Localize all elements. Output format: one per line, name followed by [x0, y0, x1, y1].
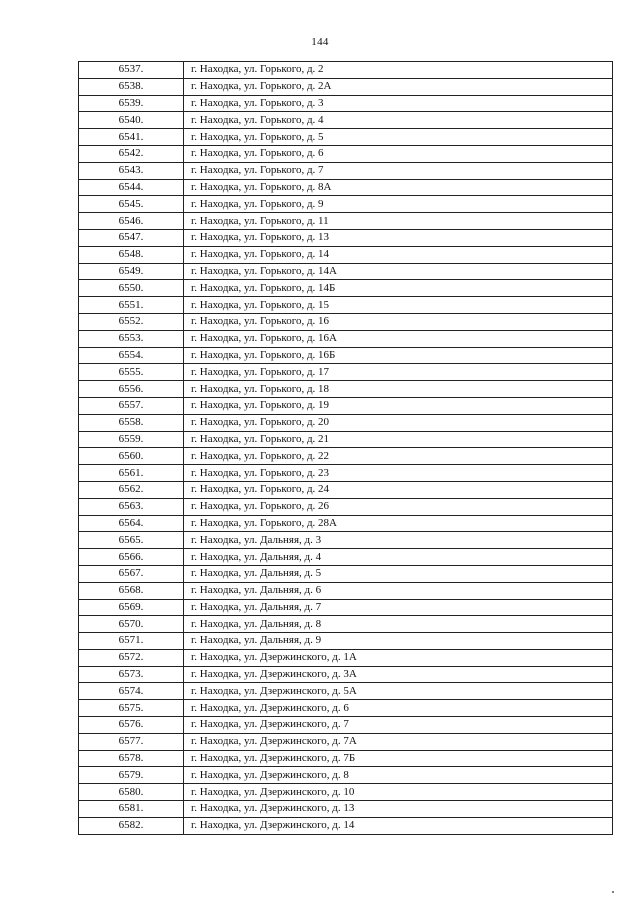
row-address: г. Находка, ул. Горького, д. 24: [184, 481, 613, 498]
address-table: [78, 61, 613, 835]
row-address: г. Находка, ул. Дальняя, д. 6: [184, 582, 613, 599]
row-number: 6559.: [79, 431, 184, 448]
table-row: [79, 448, 613, 465]
row-address: г. Находка, ул. Дальняя, д. 3: [184, 532, 613, 549]
table-row: [79, 246, 613, 263]
row-address: г. Находка, ул. Горького, д. 22: [184, 448, 613, 465]
table-row: [79, 431, 613, 448]
row-number: 6568.: [79, 582, 184, 599]
row-number: 6549.: [79, 263, 184, 280]
row-number: 6570.: [79, 616, 184, 633]
table-row: [79, 381, 613, 398]
row-address: г. Находка, ул. Горького, д. 7: [184, 162, 613, 179]
table-row: [79, 633, 613, 650]
row-address: г. Находка, ул. Горького, д. 14Б: [184, 280, 613, 297]
table-row: [79, 481, 613, 498]
table-row: [79, 733, 613, 750]
table-row: [79, 196, 613, 213]
row-address: г. Находка, ул. Дзержинского, д. 6: [184, 700, 613, 717]
row-address: г. Находка, ул. Горького, д. 15: [184, 297, 613, 314]
row-address: г. Находка, ул. Дальняя, д. 9: [184, 633, 613, 650]
row-address: г. Находка, ул. Горького, д. 8А: [184, 179, 613, 196]
row-address: г. Находка, ул. Горького, д. 3: [184, 95, 613, 112]
row-address: г. Находка, ул. Горького, д. 16А: [184, 330, 613, 347]
row-number: 6571.: [79, 633, 184, 650]
table-row: [79, 666, 613, 683]
table-row: [79, 62, 613, 79]
row-number: 6577.: [79, 733, 184, 750]
row-number: 6575.: [79, 700, 184, 717]
table-row: [79, 817, 613, 834]
table-row: [79, 179, 613, 196]
row-address: г. Находка, ул. Дзержинского, д. 5А: [184, 683, 613, 700]
table-row: [79, 784, 613, 801]
row-address: г. Находка, ул. Горького, д. 23: [184, 465, 613, 482]
table-row: [79, 582, 613, 599]
row-number: 6580.: [79, 784, 184, 801]
table-row: [79, 95, 613, 112]
table-row: [79, 280, 613, 297]
row-address: г. Находка, ул. Горького, д. 18: [184, 381, 613, 398]
row-address: г. Находка, ул. Горького, д. 28А: [184, 515, 613, 532]
row-number: 6541.: [79, 129, 184, 146]
row-address: г. Находка, ул. Дзержинского, д. 1А: [184, 649, 613, 666]
row-address: г. Находка, ул. Горького, д. 11: [184, 213, 613, 230]
row-address: г. Находка, ул. Горького, д. 14: [184, 246, 613, 263]
row-address: г. Находка, ул. Горького, д. 2А: [184, 78, 613, 95]
row-number: 6572.: [79, 649, 184, 666]
table-row: [79, 397, 613, 414]
row-number: 6578.: [79, 750, 184, 767]
table-row: [79, 162, 613, 179]
table-row: [79, 515, 613, 532]
row-address: г. Находка, ул. Горького, д. 16: [184, 313, 613, 330]
table-row: [79, 767, 613, 784]
row-address: г. Находка, ул. Дальняя, д. 7: [184, 599, 613, 616]
row-address: г. Находка, ул. Горького, д. 26: [184, 498, 613, 515]
table-row: [79, 683, 613, 700]
row-number: 6563.: [79, 498, 184, 515]
row-number: 6547.: [79, 229, 184, 246]
table-row: [79, 465, 613, 482]
table-row: [79, 229, 613, 246]
row-address: г. Находка, ул. Дальняя, д. 4: [184, 549, 613, 566]
table-row: [79, 213, 613, 230]
row-number: 6551.: [79, 297, 184, 314]
table-row: [79, 313, 613, 330]
row-number: 6539.: [79, 95, 184, 112]
row-number: 6560.: [79, 448, 184, 465]
row-address: г. Находка, ул. Горького, д. 6: [184, 145, 613, 162]
table-row: [79, 801, 613, 818]
table-row: [79, 717, 613, 734]
address-table-body: [79, 62, 613, 835]
row-number: 6555.: [79, 364, 184, 381]
row-number: 6573.: [79, 666, 184, 683]
row-address: г. Находка, ул. Дзержинского, д. 13: [184, 801, 613, 818]
table-row: [79, 700, 613, 717]
row-address: г. Находка, ул. Дзержинского, д. 7А: [184, 733, 613, 750]
row-address: г. Находка, ул. Дзержинского, д. 14: [184, 817, 613, 834]
table-row: [79, 112, 613, 129]
table-row: [79, 649, 613, 666]
table-row: [79, 145, 613, 162]
scan-speck: [612, 891, 614, 893]
row-address: г. Находка, ул. Горького, д. 20: [184, 414, 613, 431]
row-number: 6542.: [79, 145, 184, 162]
row-address: г. Находка, ул. Горького, д. 5: [184, 129, 613, 146]
row-number: 6553.: [79, 330, 184, 347]
table-row: [79, 263, 613, 280]
row-number: 6538.: [79, 78, 184, 95]
row-address: г. Находка, ул. Горького, д. 19: [184, 397, 613, 414]
row-number: 6557.: [79, 397, 184, 414]
row-address: г. Находка, ул. Горького, д. 4: [184, 112, 613, 129]
row-number: 6546.: [79, 213, 184, 230]
table-row: [79, 599, 613, 616]
row-number: 6558.: [79, 414, 184, 431]
row-address: г. Находка, ул. Дзержинского, д. 7Б: [184, 750, 613, 767]
row-number: 6566.: [79, 549, 184, 566]
page-number: 144: [311, 36, 329, 48]
table-row: [79, 364, 613, 381]
row-number: 6564.: [79, 515, 184, 532]
row-number: 6544.: [79, 179, 184, 196]
row-address: г. Находка, ул. Дальняя, д. 5: [184, 565, 613, 582]
row-address: г. Находка, ул. Дзержинского, д. 10: [184, 784, 613, 801]
row-number: 6569.: [79, 599, 184, 616]
table-row: [79, 78, 613, 95]
row-number: 6579.: [79, 767, 184, 784]
row-number: 6581.: [79, 801, 184, 818]
table-row: [79, 532, 613, 549]
table-row: [79, 347, 613, 364]
table-row: [79, 616, 613, 633]
row-number: 6552.: [79, 313, 184, 330]
row-address: г. Находка, ул. Дальняя, д. 8: [184, 616, 613, 633]
row-address: г. Находка, ул. Горького, д. 14А: [184, 263, 613, 280]
row-number: 6561.: [79, 465, 184, 482]
row-number: 6540.: [79, 112, 184, 129]
row-address: г. Находка, ул. Дзержинского, д. 7: [184, 717, 613, 734]
row-number: 6550.: [79, 280, 184, 297]
row-number: 6562.: [79, 481, 184, 498]
row-number: 6574.: [79, 683, 184, 700]
row-number: 6548.: [79, 246, 184, 263]
table-row: [79, 330, 613, 347]
table-row: [79, 297, 613, 314]
row-address: г. Находка, ул. Горького, д. 2: [184, 62, 613, 79]
table-row: [79, 498, 613, 515]
row-address: г. Находка, ул. Горького, д. 21: [184, 431, 613, 448]
row-number: 6543.: [79, 162, 184, 179]
table-row: [79, 549, 613, 566]
table-row: [79, 129, 613, 146]
row-number: 6582.: [79, 817, 184, 834]
row-address: г. Находка, ул. Дзержинского, д. 3А: [184, 666, 613, 683]
table-row: [79, 414, 613, 431]
row-number: 6565.: [79, 532, 184, 549]
row-address: г. Находка, ул. Горького, д. 16Б: [184, 347, 613, 364]
row-number: 6537.: [79, 62, 184, 79]
table-row: [79, 565, 613, 582]
row-address: г. Находка, ул. Дзержинского, д. 8: [184, 767, 613, 784]
row-number: 6545.: [79, 196, 184, 213]
row-address: г. Находка, ул. Горького, д. 17: [184, 364, 613, 381]
row-number: 6576.: [79, 717, 184, 734]
table-row: [79, 750, 613, 767]
row-address: г. Находка, ул. Горького, д. 9: [184, 196, 613, 213]
row-number: 6554.: [79, 347, 184, 364]
row-address: г. Находка, ул. Горького, д. 13: [184, 229, 613, 246]
row-number: 6567.: [79, 565, 184, 582]
row-number: 6556.: [79, 381, 184, 398]
